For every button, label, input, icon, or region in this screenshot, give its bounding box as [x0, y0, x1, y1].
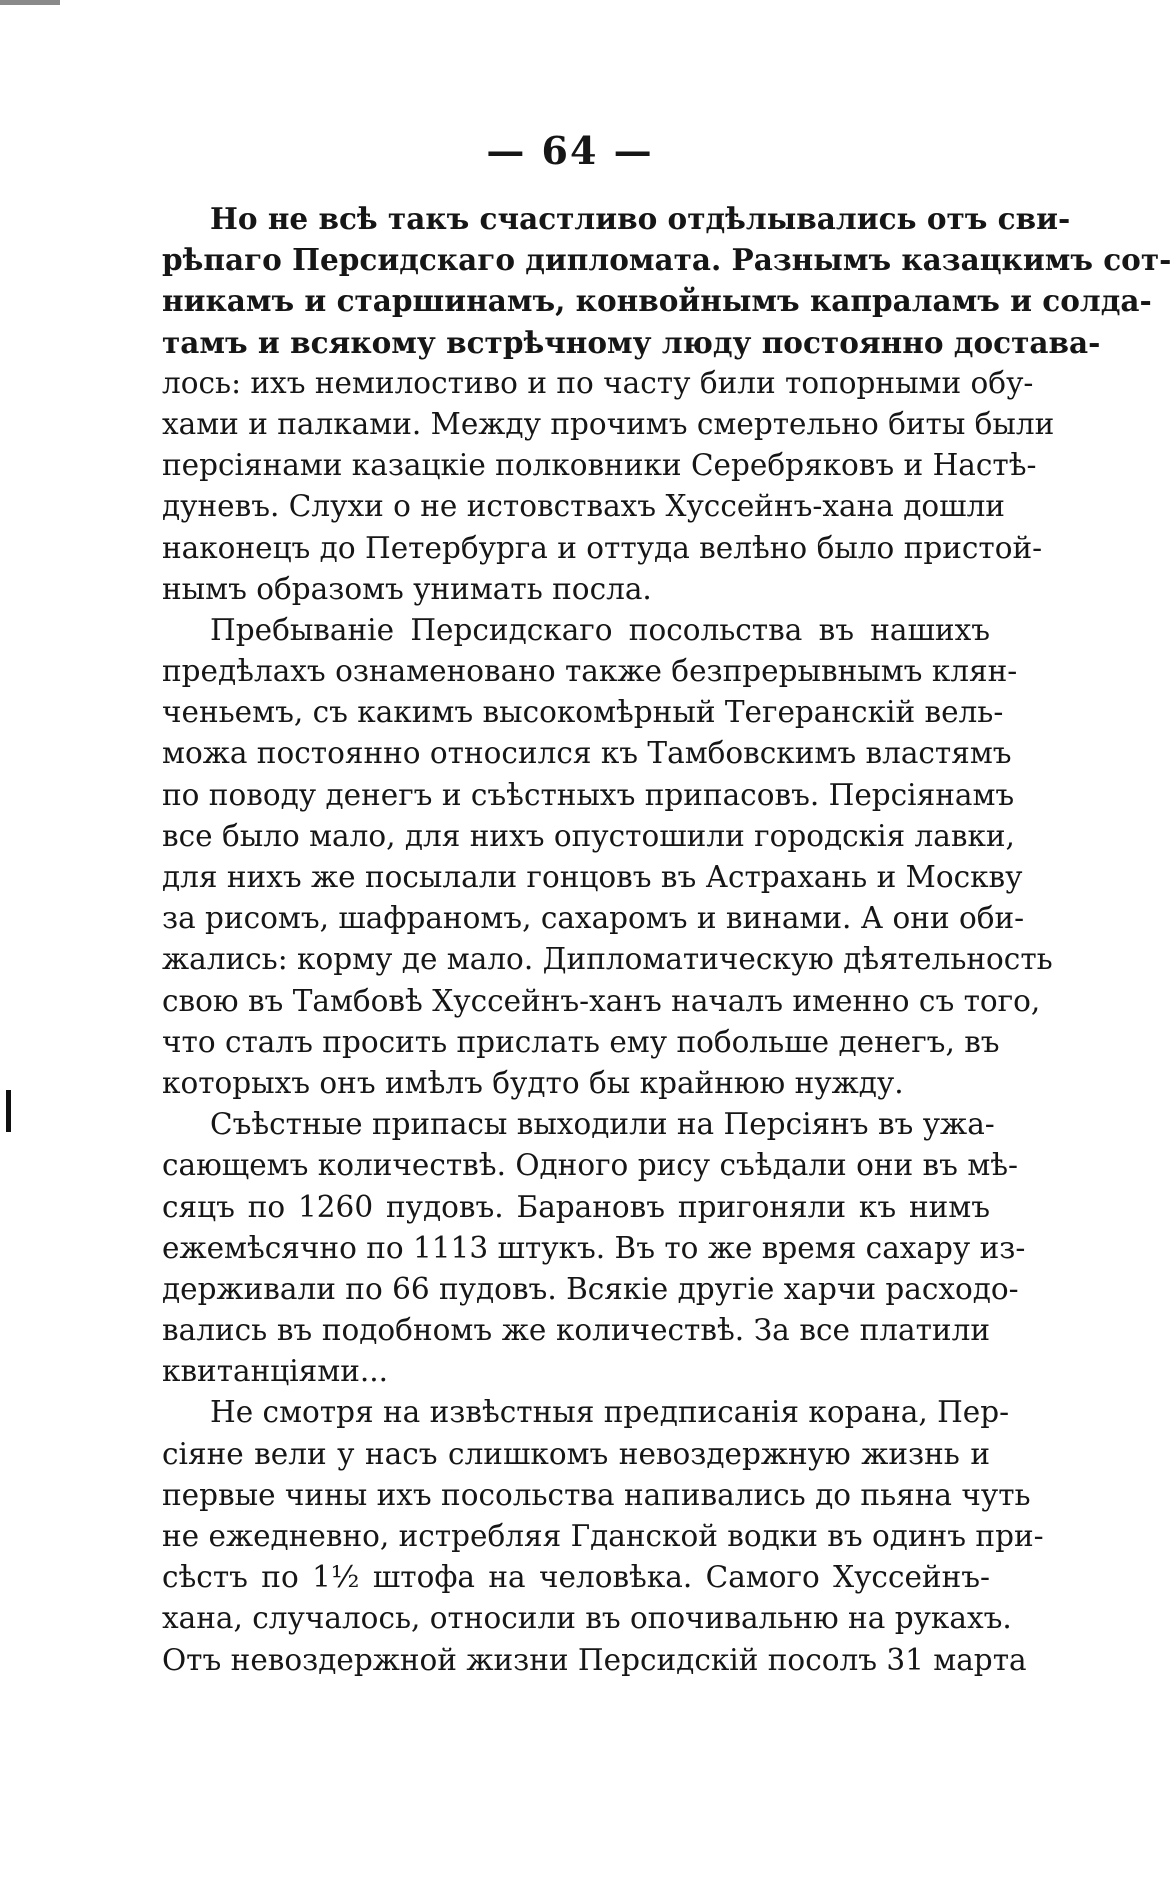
text-line: что сталъ просить прислать ему побольше денегъ, въ — [162, 1024, 1000, 1059]
text-line: держивали по 66 пудовъ. Всякіе другіе харчи расходо- — [162, 1271, 1019, 1306]
text-line: нымъ образомъ унимать посла. — [162, 571, 652, 606]
text-line: наконецъ до Петербурга и оттуда велѣно было пристой- — [162, 530, 1043, 565]
text-line: можа постоянно относился къ Тамбовскимъ властямъ — [162, 736, 1012, 771]
text-line: сяцъ по 1260 пудовъ. Барановъ пригоняли къ нимъ — [162, 1189, 990, 1224]
text-line: не ежедневно, истребляя Гданской водки въ одинъ при- — [162, 1519, 1044, 1553]
text-line: по поводу денегъ и съѣстныхъ припасовъ. Персіянамъ — [162, 777, 1015, 812]
margin-mark — [6, 1090, 11, 1132]
text-line: тамъ и всякому встрѣчному люду постоянно достава- — [162, 324, 1101, 360]
text-line: лось: ихъ немилостиво и по часту били топорными обу- — [162, 365, 1034, 400]
text-line: сіяне вели у насъ слишкомъ невоздержную жизнь и — [162, 1436, 990, 1471]
text-line: рѣпаго Персидскаго дипломата. Разнымъ казацкимъ сот- — [162, 242, 1171, 278]
text-line: сѣстъ по 1½ штофа на человѣка. Самого Хуссейнъ- — [162, 1560, 990, 1595]
text-line: Съѣстные припасы выходили на Персіянъ въ ужа- — [210, 1107, 995, 1142]
text-line: для нихъ же посылали гонцовъ въ Астрахань и Москву — [162, 860, 1023, 894]
text-line: персіянами казацкіе полковники Серебряковъ и Настѣ- — [162, 448, 1037, 483]
text-line: хами и палками. Между прочимъ смертельно биты были — [162, 406, 1055, 441]
top-edge-rule — [0, 0, 60, 5]
text-line: первые чины ихъ посольства напивались до пьяна чуть — [162, 1477, 1031, 1512]
text-line: хана, случалось, относили въ опочивальню на рукахъ. — [162, 1601, 1012, 1636]
text-line: сающемъ количествѣ. Одного рису съѣдали они въ мѣ- — [162, 1148, 1019, 1183]
text-line: Не смотря на извѣстныя предписанія корана, Пер- — [210, 1395, 1010, 1430]
page-number: — 64 — — [486, 128, 654, 173]
text-line: никамъ и старшинамъ, конвойнымъ капраламъ и солда- — [162, 283, 1152, 319]
text-line: предѣлахъ ознаменовано также безпрерывнымъ клян- — [162, 654, 1018, 689]
text-line: ченьемъ, съ какимъ высокомѣрный Тегеранскій вель- — [162, 695, 1004, 730]
text-line: дуневъ. Слухи о не истовствахъ Хуссейнъ-хана дошли — [162, 489, 1005, 524]
text-line: жались: корму де мало. Дипломатическую дѣятельность — [162, 942, 1053, 977]
text-line: которыхъ онъ имѣлъ будто бы крайнюю нужду. — [162, 1065, 904, 1100]
body-text — [162, 198, 1171, 1681]
text-line: за рисомъ, шафраномъ, сахаромъ и винами. А они оби- — [162, 901, 1025, 936]
text-line: свою въ Тамбовѣ Хуссейнъ-ханъ началъ именно съ того, — [162, 983, 1041, 1018]
text-line: Но не всѣ такъ счастливо отдѣлывались отъ сви- — [210, 201, 1071, 236]
text-line: вались въ подобномъ же количествѣ. За все платили — [162, 1313, 990, 1348]
text-line: ежемѣсячно по 1113 штукъ. Въ то же время сахару из- — [162, 1230, 1026, 1265]
text-line: Пребываніе Персидскаго посольства въ нашихъ — [210, 612, 990, 647]
text-line: все было мало, для нихъ опустошили городскія лавки, — [162, 818, 1015, 853]
text-line: квитанціями... — [162, 1354, 389, 1389]
text-line: Отъ невоздержной жизни Персидскій посолъ 31 марта — [162, 1642, 1027, 1677]
